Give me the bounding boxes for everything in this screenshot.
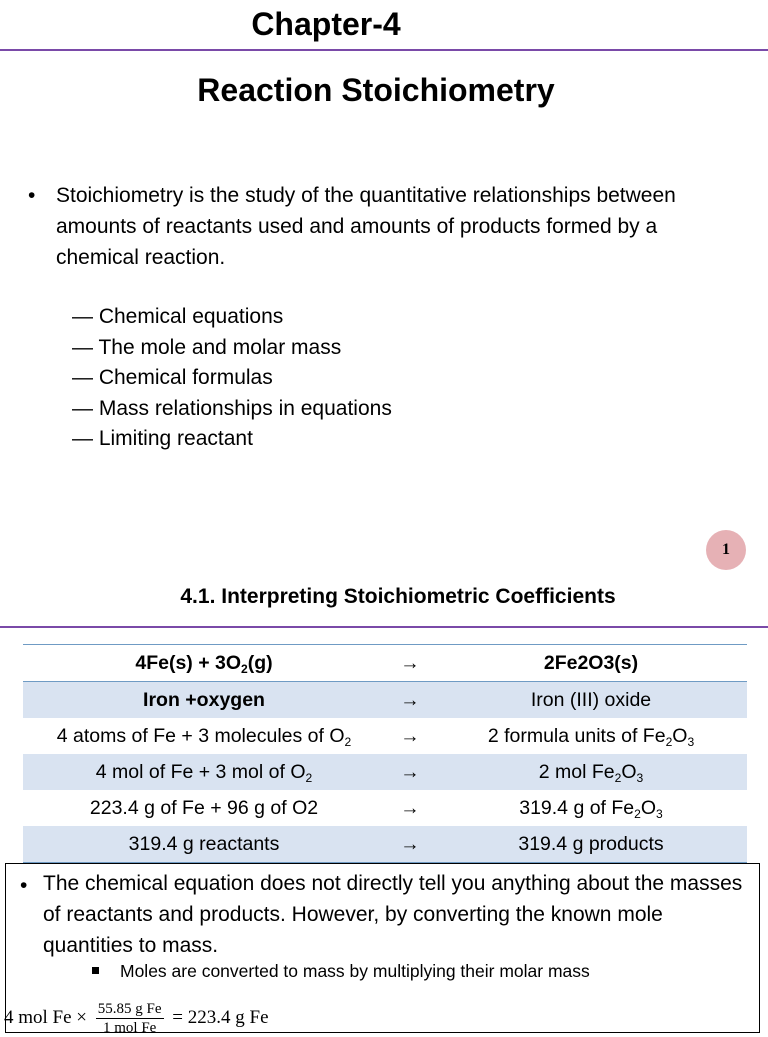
note-paragraph: The chemical equation does not directly tell you anything about the masses of reactants and products. However, by converting the known mole quantities to mass. [43,872,743,957]
product-total: 319.4 g products [435,826,747,863]
bullet-marker: • [28,184,36,207]
list-item: — Chemical equations [72,305,284,328]
stoichiometry-table [23,644,747,863]
chapter-heading: Chapter-4 [251,6,401,42]
arrow-cell: → [385,682,435,719]
fraction-denominator: 1 mol Fe [102,1020,157,1036]
table-row [23,826,747,863]
square-bullet-icon [92,967,99,974]
table-row [23,754,747,790]
conversion-equation [4,1000,269,1037]
fraction-numerator: 55.85 g Fe [97,1001,162,1017]
list-item: — The mole and molar mass [72,335,342,359]
arrow-cell: → [400,796,420,819]
arrow-cell: → [400,724,420,747]
reactant-names: Iron +oxygen [23,682,385,719]
conversion-fraction [96,1000,164,1037]
reactant-moles: 4 mol of Fe + 3 mol of $O_2$ [23,754,385,790]
list-item: — Chemical formulas [72,366,273,389]
product-particles: 2 formula units of $Fe_2O_3$ [487,724,695,749]
list-item: — Mass relationships in equations [72,396,392,420]
bullet-marker: • [20,874,28,897]
subnote-text: Moles are converted to mass by multiplying their molar mass [120,961,590,981]
reactant-grams: 223.4 g of Fe + 96 g of O2 [89,796,319,819]
arrow-cell: → [385,645,435,682]
section-divider [0,626,768,628]
heading-divider [0,49,768,51]
calc-lhs: 4 mol Fe × [4,1006,88,1028]
equation-products: 2Fe2O3(s) [435,645,747,682]
product-moles: 2 mol $Fe_2O_3$ [435,754,747,790]
arrow-cell: → [385,826,435,863]
page-title: Reaction Stoichiometry [197,72,555,108]
table-row [23,645,747,682]
product-grams: 319.4 g of $Fe_2O_3$ [519,796,663,821]
equation-reactants: $4Fe(s) + 3O_2(g)$ [23,645,385,682]
table-row [23,718,747,754]
topic-list [72,302,392,455]
intro-paragraph: Stoichiometry is the study of the quantitative relationships between amounts of reactants used and amounts of products formed by a chemical reaction. [56,184,676,269]
reactant-total: 319.4 g reactants [23,826,385,863]
list-item: — Limiting reactant [72,427,253,450]
table-row [23,790,747,826]
reactant-particles: 4 atoms of Fe + 3 molecules of $O_2$ [56,724,352,749]
page-number-badge: 1 [706,530,746,570]
table-row [23,682,747,719]
product-names: Iron (III) oxide [435,682,747,719]
section-title: 4.1. Interpreting Stoichiometric Coefficients [180,585,616,608]
arrow-cell: → [385,754,435,790]
calc-rhs: = 223.4 g Fe [172,1006,269,1028]
